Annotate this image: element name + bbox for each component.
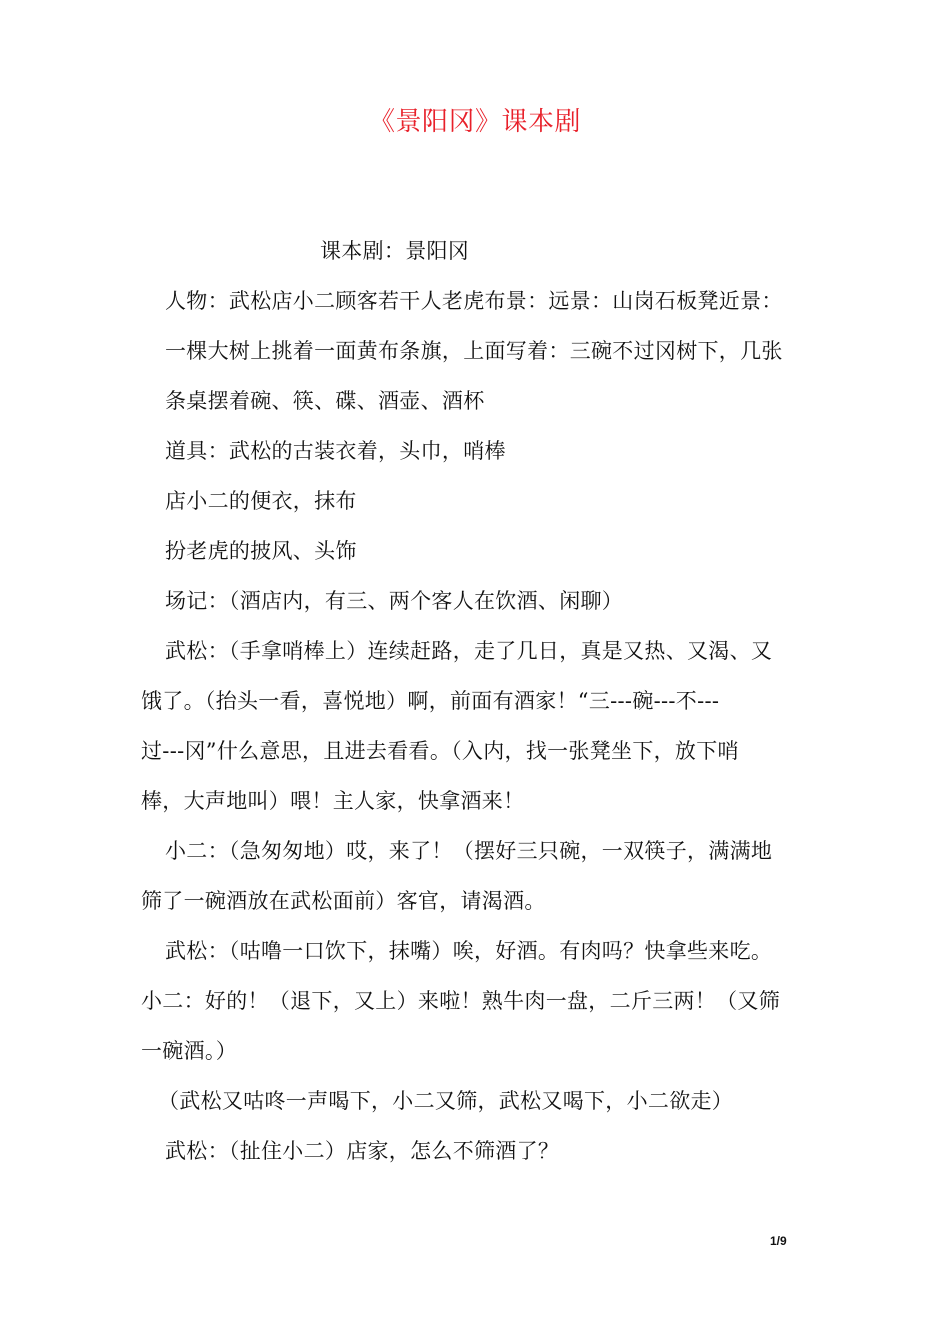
text-line-props: 道具：武松的古装衣着，头巾，哨棒 xyxy=(165,439,506,463)
text-line-dialogue: 小二：好的！（退下，又上）来啦！熟牛肉一盘，二斤三两！（又筛 xyxy=(141,989,780,1013)
text-line-stage-notes: 场记：（酒店内，有三、两个客人在饮酒、闲聊） xyxy=(165,589,624,613)
text-line-scenery: 一棵大树上挑着一面黄布条旗，上面写着：三碗不过冈树下，几张 xyxy=(165,339,783,363)
text-line-props-tiger: 扮老虎的披风、头饰 xyxy=(165,539,357,563)
page-number: 1/9 xyxy=(770,1234,787,1248)
document-title: 《景阳冈》课本剧 xyxy=(368,107,581,137)
text-line-props-waiter: 店小二的便衣，抹布 xyxy=(165,489,357,513)
text-line-scenery-cont: 条桌摆着碗、筷、碟、酒壶、酒杯 xyxy=(165,389,485,413)
text-line-stage-direction: （武松又咕咚一声喝下，小二又筛，武松又喝下，小二欲走） xyxy=(158,1089,734,1113)
text-line-dialogue: 武松：（咕噜一口饮下，抹嘴）唉，好酒。有肉吗？快拿些来吃。 xyxy=(165,939,773,963)
text-line-dialogue: 武松：（扯住小二）店家，怎么不筛酒了？ xyxy=(165,1139,560,1163)
text-line-dialogue: 筛了一碗酒放在武松面前）客官，请渴酒。 xyxy=(141,889,546,913)
text-line-dialogue: 一碗酒。） xyxy=(141,1039,237,1063)
text-line-dialogue: 过---冈”什么意思，且进去看看。（入内，找一张凳坐下，放下哨 xyxy=(141,739,739,763)
text-line-characters: 人物：武松店小二顾客若干人老虎布景：远景：山岗石板凳近景： xyxy=(165,289,783,313)
text-line-dialogue: 饿了。（抬头一看，喜悦地）啊，前面有酒家！“三---碗---不--- xyxy=(141,689,720,713)
text-line-dialogue: 小二：（急匆匆地）哎，来了！（摆好三只碗，一双筷子，满满地 xyxy=(165,839,773,863)
text-line-dialogue: 棒，大声地叫）喂！主人家，快拿酒来！ xyxy=(141,789,525,813)
text-line-subtitle: 课本剧：景阳冈 xyxy=(320,239,470,263)
text-line-dialogue: 武松：（手拿哨棒上）连续赶路，走了几日，真是又热、又渴、又 xyxy=(165,639,773,663)
